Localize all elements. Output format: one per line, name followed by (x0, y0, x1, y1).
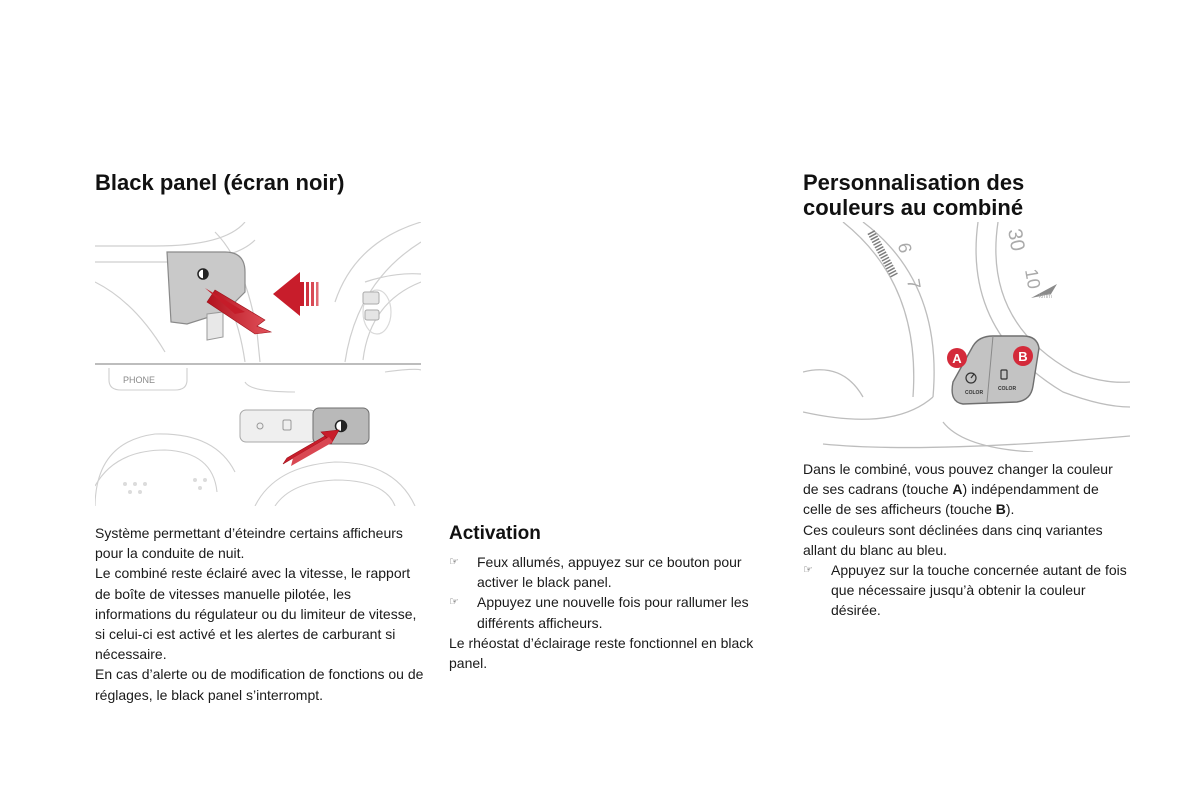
black-panel-illustration (95, 222, 421, 506)
paragraph: Ces couleurs sont déclinées dans cinq variantes allant du blanc au bleu. (803, 521, 1103, 558)
paragraph: Système permettant d’éteindre certains afficheurs pour la conduite de nuit. (95, 525, 403, 562)
list-item: ☞ Appuyez sur la touche concernée autant de fois que nécessaire jusqu’à obtenir la couleur désirée. (803, 562, 1127, 619)
direction-arrow-icon (273, 272, 319, 316)
key-b-label: B (995, 501, 1006, 518)
callout-a-icon (947, 348, 967, 368)
svg-text:COLOR: COLOR (965, 390, 984, 396)
key-a-label: A (952, 481, 963, 498)
svg-text:COLOR: COLOR (998, 386, 1017, 392)
rev-counter-dial (803, 222, 934, 419)
instrument-cluster-illustration (803, 222, 1130, 452)
paragraph: En cas d’alerte ou de modification de fonctions ou de réglages, le black panel s’interrompt. (95, 666, 424, 703)
hand-pointer-icon: ☞ (449, 555, 459, 568)
hand-pointer-icon: ☞ (803, 563, 813, 577)
paragraph: Le combiné reste éclairé avec la vitesse, le rapport de boîte de vitesses manuelle pilotée, les informations du régulateur ou du limiteur de vitesse, si celui-ci est activé et les alertes de carburant si nécessaire. (95, 565, 417, 663)
color-customization-description (803, 459, 1130, 621)
svg-text:A: A (952, 351, 962, 366)
activation-title: Activation (449, 523, 541, 544)
lock-button (240, 410, 316, 442)
svg-text:7: 7 (903, 277, 925, 291)
svg-text:6: 6 (894, 241, 916, 255)
speedometer-dial (823, 222, 1130, 452)
svg-text:km/h: km/h (1039, 294, 1053, 300)
hand-pointer-icon: ☞ (449, 595, 459, 609)
list-item: ☞ Feux allumés, appuyez sur ce bouton pour activer le black panel. (449, 554, 742, 591)
svg-text:B: B (1018, 349, 1028, 364)
svg-text:30: 30 (1003, 227, 1029, 253)
black-panel-description (95, 523, 425, 705)
phone-label: PHONE (122, 375, 156, 385)
callout-b-icon (1013, 346, 1033, 366)
dimmer-button-lower-icon (336, 421, 347, 432)
activation-steps (449, 552, 774, 673)
list-item: ☞ Appuyez une nouvelle fois pour rallumer les différents afficheurs. (449, 594, 749, 631)
svg-text:10: 10 (1021, 267, 1045, 291)
activation-note: Le rhéostat d’éclairage reste fonctionnel en black panel. (449, 634, 754, 672)
color-customization-title: Personnalisation des couleurs au combiné (803, 170, 1025, 220)
paragraph: Dans le combiné, vous pouvez changer la couleur de ses cadrans (touche A) indépendamment de celle de ses afficheurs (touche B). (803, 461, 1113, 518)
dimmer-button-icon (198, 269, 208, 279)
black-panel-title: Black panel (écran noir) (95, 170, 345, 195)
